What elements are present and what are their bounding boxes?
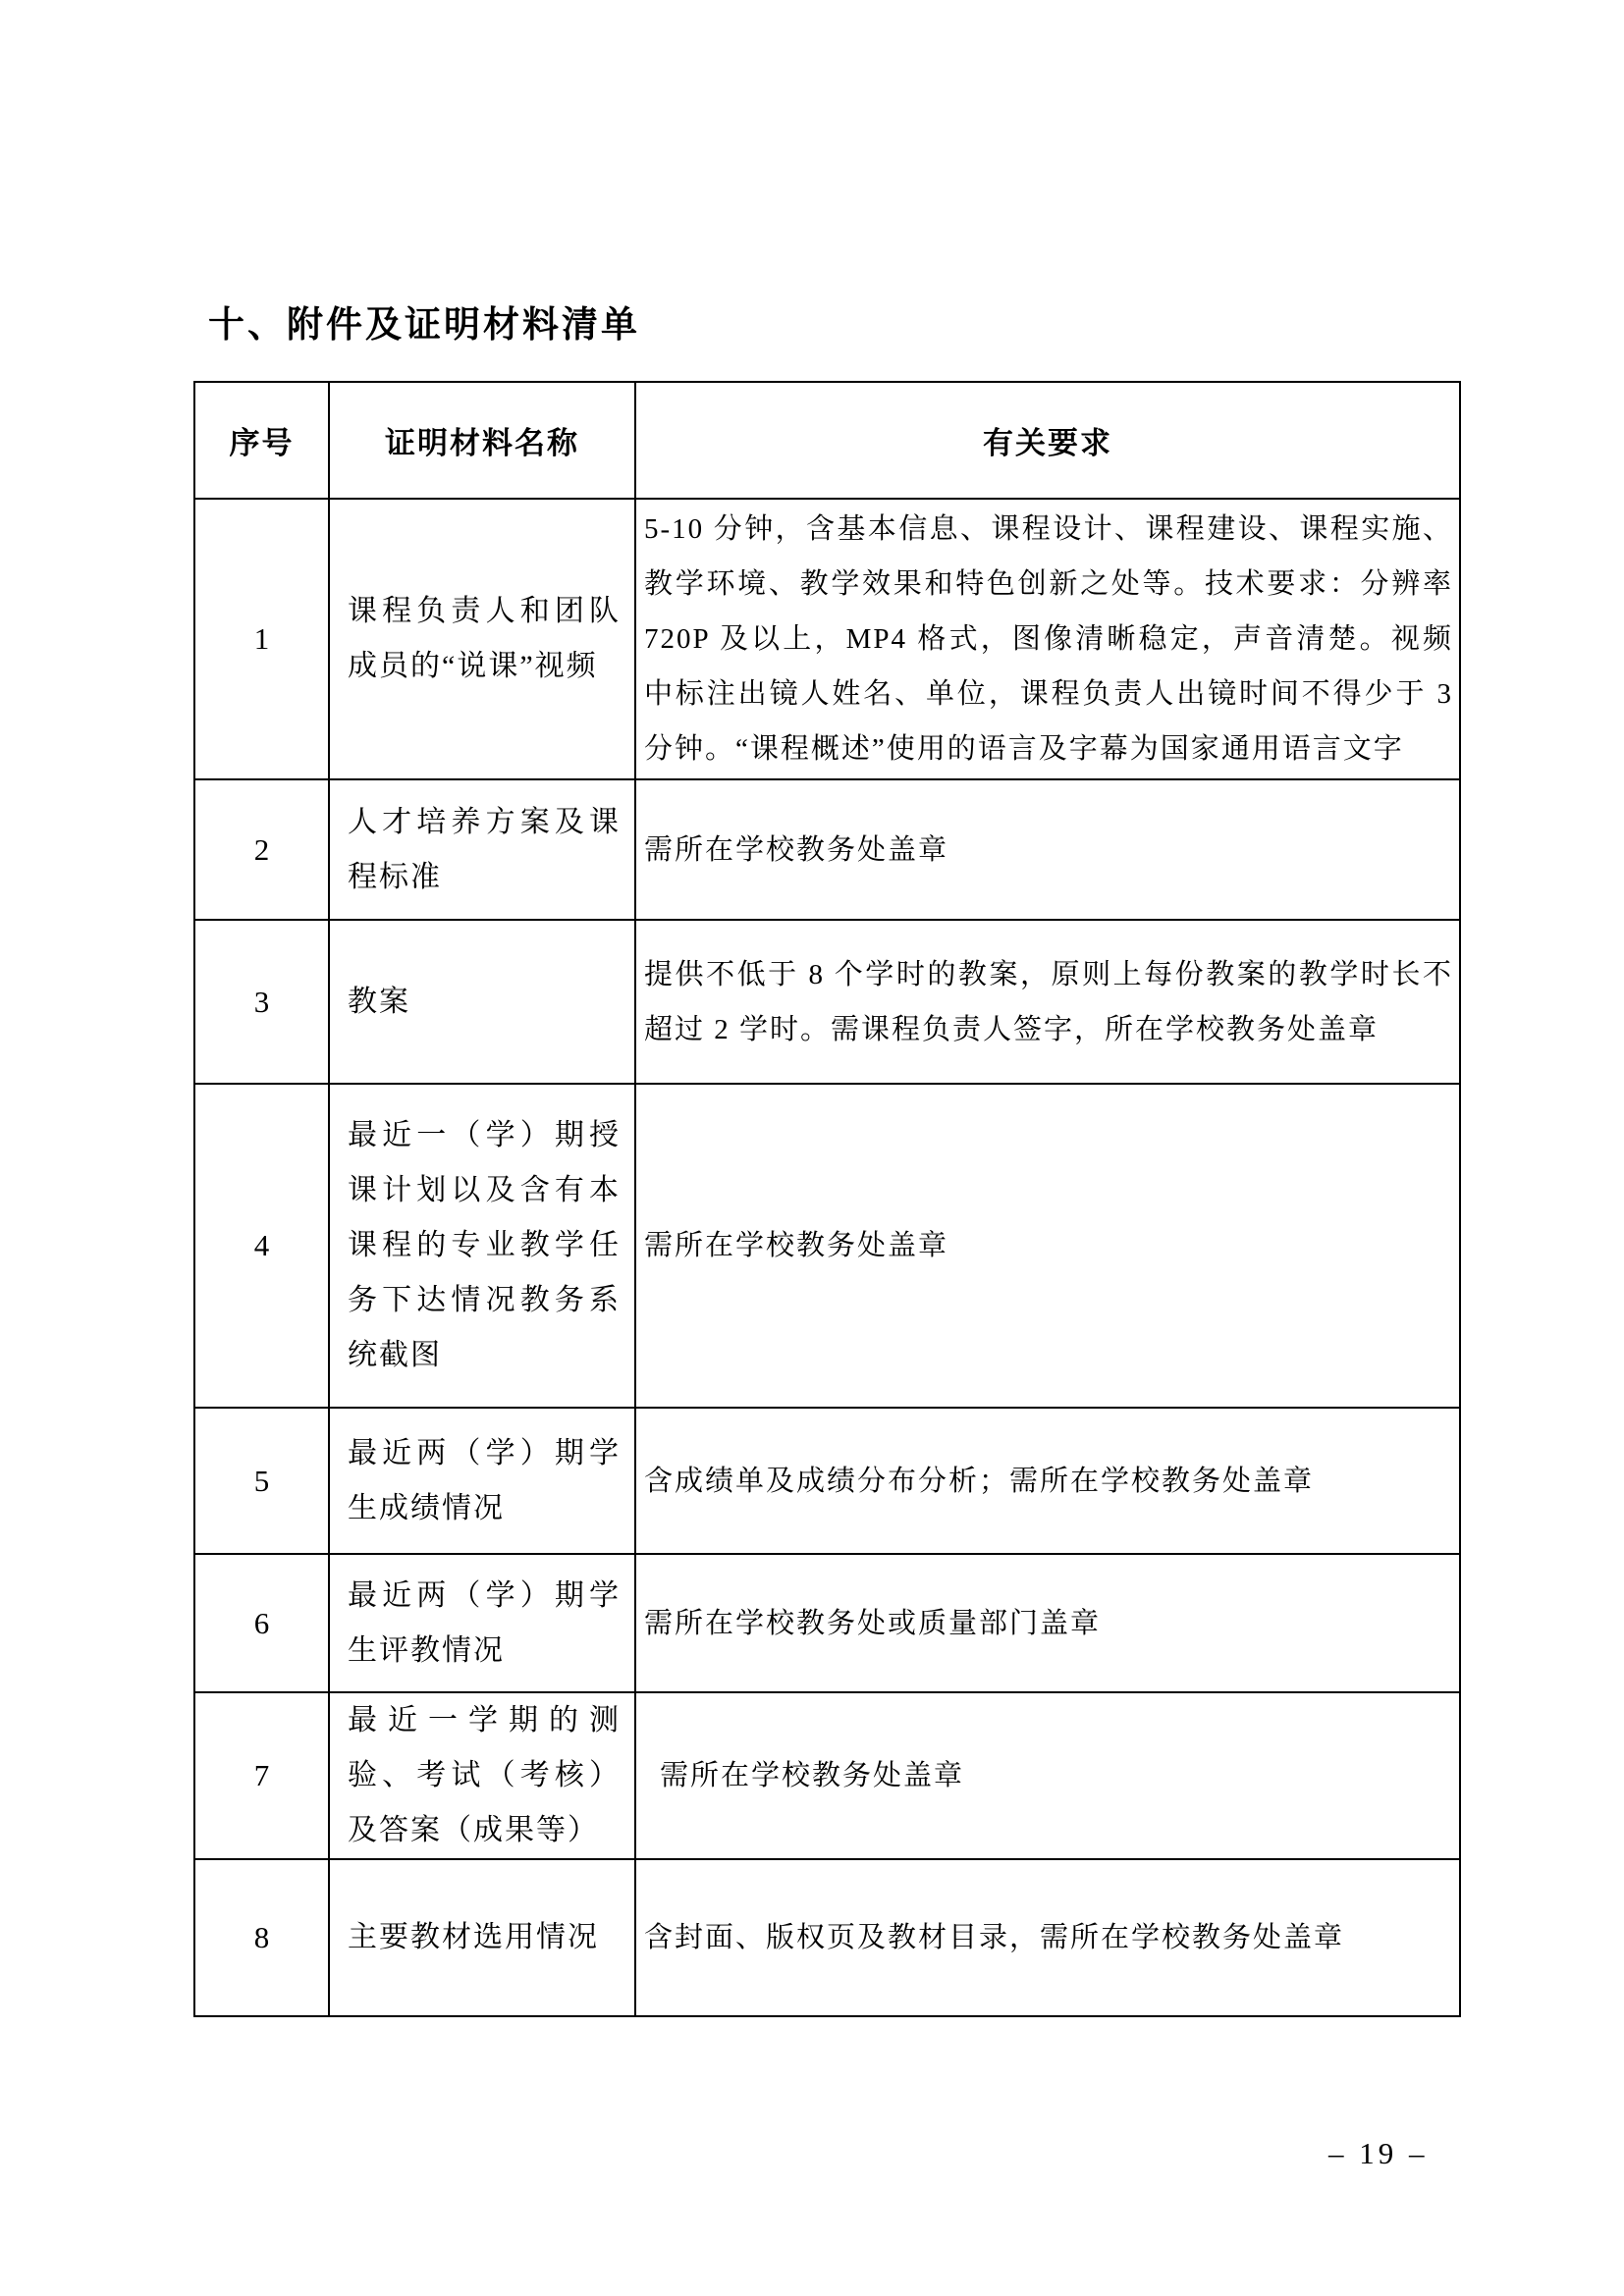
requirement-cell: 5-10 分钟，含基本信息、课程设计、课程建设、课程实施、教学环境、教学效果和特色创新之处等。技术要求：分辨率 720P 及以上，MP4 格式，图像清晰稳定，声音清楚。视频中标注出镜人姓名、单位，课程负责人出镜时间不得少于 3 分钟。“课程概述”使用的语言及字幕为国家通用语言文字 [635, 499, 1460, 779]
requirement-cell: 含成绩单及成绩分布分析；需所在学校教务处盖章 [635, 1408, 1460, 1554]
material-name-cell: 最近一学期的测验、考试（考核）及答案（成果等） [329, 1692, 635, 1859]
requirement-cell: 需所在学校教务处盖章 [635, 1692, 1460, 1859]
material-name-cell: 最近两（学）期学生成绩情况 [329, 1408, 635, 1554]
table-row [194, 779, 1460, 920]
header-cell-name: 证明材料名称 [329, 382, 635, 499]
attachments-table [193, 381, 1461, 2017]
table-row [194, 1084, 1460, 1408]
material-name-cell: 最近一（学）期授课计划以及含有本课程的专业教学任务下达情况教务系统截图 [329, 1084, 635, 1408]
requirement-cell: 需所在学校教务处或质量部门盖章 [635, 1554, 1460, 1692]
requirement-cell: 需所在学校教务处盖章 [635, 1084, 1460, 1408]
material-name-cell: 最近两（学）期学生评教情况 [329, 1554, 635, 1692]
table-row [194, 1692, 1460, 1859]
table-row [194, 499, 1460, 779]
requirement-cell: 含封面、版权页及教材目录，需所在学校教务处盖章 [635, 1859, 1460, 2016]
table-row [194, 1408, 1460, 1554]
requirement-cell: 需所在学校教务处盖章 [635, 779, 1460, 920]
material-name-cell: 教案 [329, 920, 635, 1084]
material-name-cell: 人才培养方案及课程标准 [329, 779, 635, 920]
row-number-cell: 4 [194, 1084, 329, 1408]
table-row [194, 920, 1460, 1084]
table-row [194, 1859, 1460, 2016]
requirement-cell: 提供不低于 8 个学时的教案，原则上每份教案的教学时长不超过 2 学时。需课程负责人签字，所在学校教务处盖章 [635, 920, 1460, 1084]
header-cell-req: 有关要求 [635, 382, 1460, 499]
row-number-cell: 2 [194, 779, 329, 920]
row-number-cell: 8 [194, 1859, 329, 2016]
table-row [194, 1554, 1460, 1692]
material-name-cell: 主要教材选用情况 [329, 1859, 635, 2016]
row-number-cell: 7 [194, 1692, 329, 1859]
row-number-cell: 1 [194, 499, 329, 779]
row-number-cell: 6 [194, 1554, 329, 1692]
row-number-cell: 5 [194, 1408, 329, 1554]
page-title: 十、附件及证明材料清单 [208, 304, 640, 345]
header-cell-seq: 序号 [194, 382, 329, 499]
table-header-row [194, 382, 1460, 499]
material-name-cell: 课程负责人和团队成员的“说课”视频 [329, 499, 635, 779]
page-number: – 19 – [1328, 2136, 1429, 2170]
row-number-cell: 3 [194, 920, 329, 1084]
